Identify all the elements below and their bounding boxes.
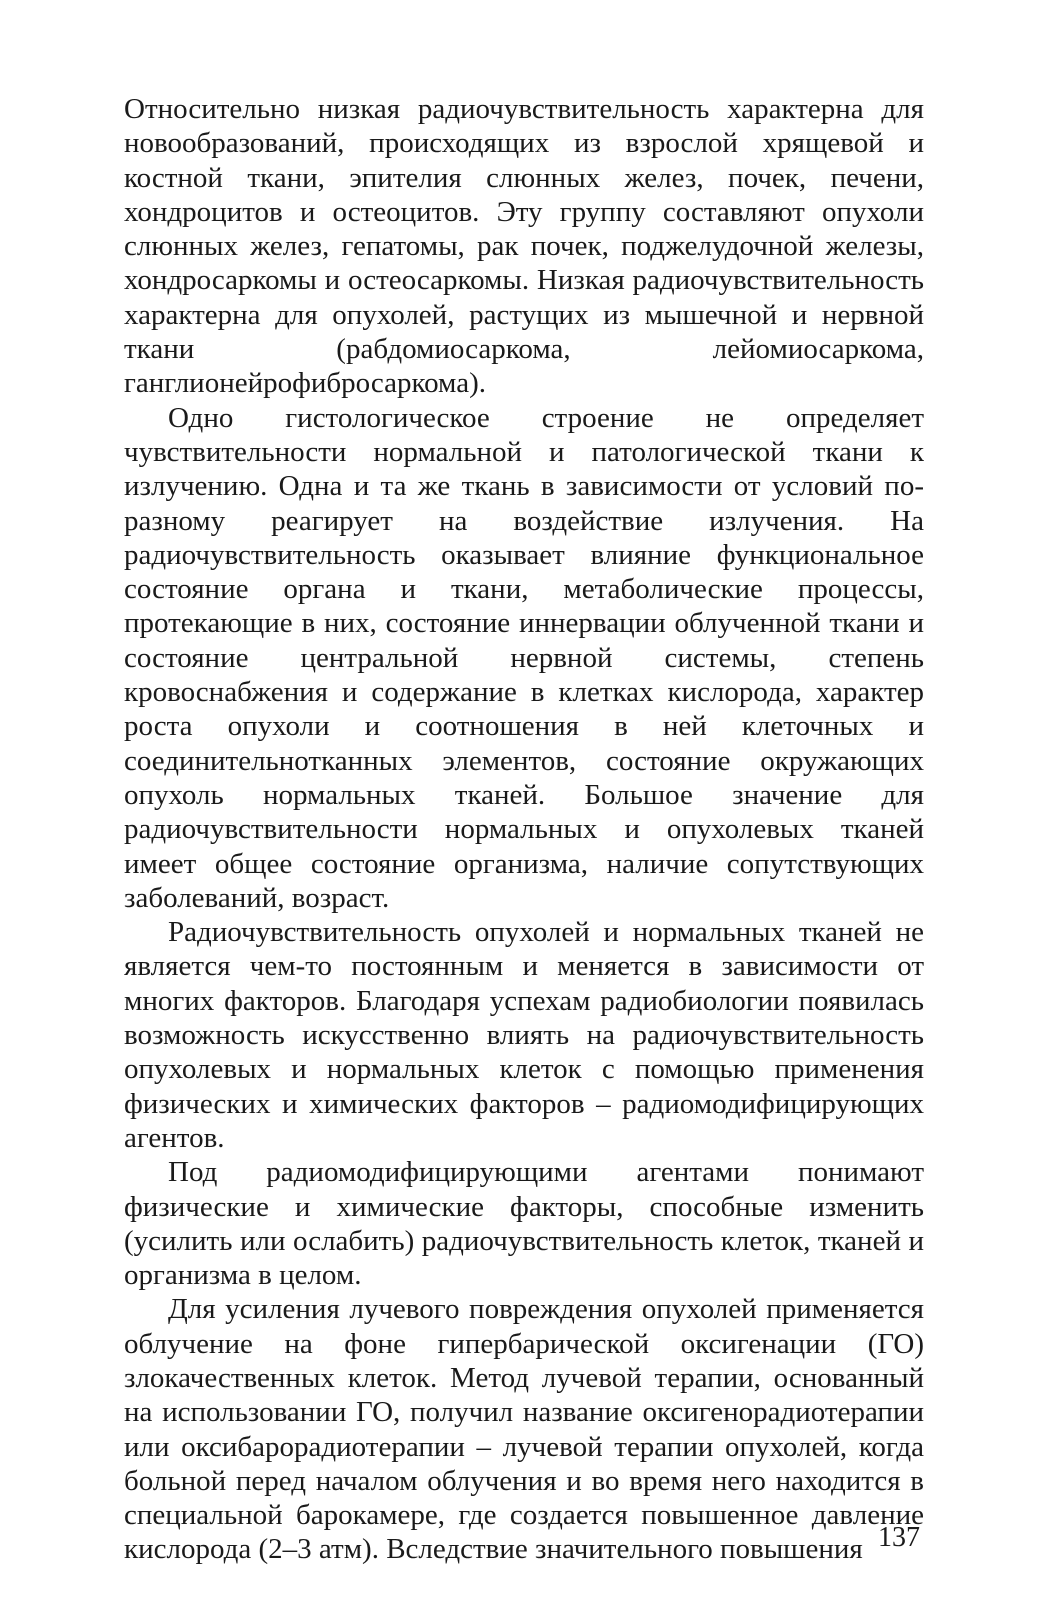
paragraph-3: Радиочувствительность опухолей и нормальных тканей не является чем-то постоянным и меняется в зависимости от многих факторов. Благодаря успехам радиобиологии появилась возможность искусственно влиять на радиочувствительность опухолевых и нормальных клеток с помощью применения физических и химических факторов – радиомодифицирующих агентов. (124, 916, 924, 1154)
paragraph-4: Под радиомодифицирующими агентами понимают физические и химические факторы, способные изменить (усилить или ослабить) радиочувствительность клеток, тканей и организма в целом. (124, 1156, 924, 1292)
paragraph-2: Одно гистологическое строение не определяет чувствительности нормальной и патологической ткани к излучению. Одна и та же ткань в зависимости от условий по-разному реагирует на воздействие излучения. На радиочувствительность оказывает влияние функциональное состояние органа и ткани, метаболические процессы, протекающие в них, состояние иннервации облученной ткани и состояние центральной нервной системы, степень кровоснабжения и содержание в клетках кислорода, характер роста опухоли и соотношения в ней клеточных и соединительнотканных элементов, состояние окружающих опухоль нормальных тканей. Большое значение для радиочувствительности нормальных и опухолевых тканей имеет общее состояние организма, наличие сопутствующих заболеваний, возраст. (124, 401, 924, 914)
page-number: 137 (878, 1522, 920, 1553)
paragraph-5: Для усиления лучевого повреждения опухолей применяется облучение на фоне гипербарической оксигенации (ГО) злокачественных клеток. Метод лучевой терапии, основанный на использовании ГО, получил название оксигенорадиотерапии или оксибарорадиотерапии – лучевой терапии опухолей, когда больной перед началом облучения и во время него находится в специальной барокамере, где создается повышенное давление кислорода (2–3 атм). Вследствие значительного повышения (124, 1293, 924, 1566)
paragraph-1: Относительно низкая радиочувствительность характерна для новообразований, происходящих из взрослой хрящевой и костной ткани, эпителия слюнных желез, почек, печени, хондроцитов и остеоцитов. Эту группу составляют опухоли слюнных желез, гепатомы, рак почек, поджелудочной железы, хондросаркомы и остеосаркомы. Низкая радиочувствительность характерна для опухолей, растущих из мышечной и нервной ткани (рабдомиосаркома, лейомиосаркома, ганглионейрофибросаркома). (124, 93, 924, 400)
body-text (124, 92, 924, 1567)
